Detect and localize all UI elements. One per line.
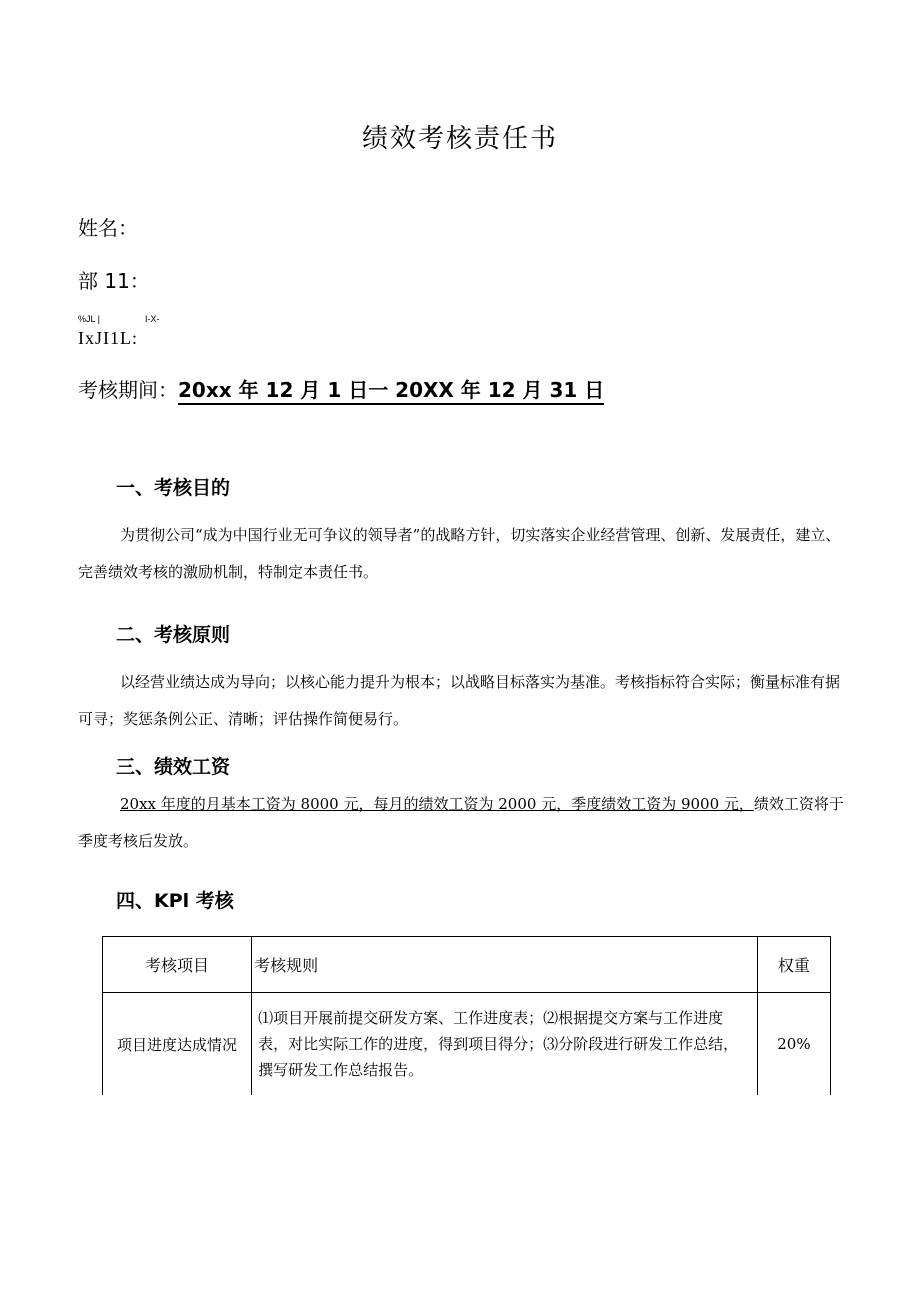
kpi-table-header-row xyxy=(103,937,831,993)
table-row xyxy=(103,993,831,1096)
kpi-table xyxy=(102,936,831,1095)
assessment-period xyxy=(78,374,604,403)
section-body-salary xyxy=(78,786,848,860)
kpi-header-item: 考核项目 xyxy=(103,937,252,993)
salary-paragraph xyxy=(78,786,848,860)
section-body-principles xyxy=(78,664,848,738)
salary-rest-text: 绩效工资将于季度考核后发放。 xyxy=(78,795,844,850)
section-heading-kpi: 四、KPl 考核 xyxy=(116,890,234,912)
garbled-text-small-2: I-X- xyxy=(145,314,160,324)
section-heading-purpose: 一、考核目的 xyxy=(116,477,231,499)
document-title: 绩效考核责任书 xyxy=(361,124,558,154)
garbled-text-line: IxJI1L: xyxy=(78,328,138,348)
principles-paragraph: 以经营业绩达成为导向；以核心能力提升为根本；以战略目标落实为基准。考核指标符合实际；衡量标准有据可寻；奖惩条例公正、清晰；评估操作简便易行。 xyxy=(78,673,841,728)
kpi-cell-weight: 20% xyxy=(757,993,830,1096)
name-label: 姓名： xyxy=(78,216,138,240)
kpi-header-rule: 考核规则 xyxy=(252,937,758,993)
department-label: 部 11： xyxy=(78,269,150,293)
section-heading-salary: 三、绩效工资 xyxy=(116,756,231,778)
section-body-purpose xyxy=(78,517,848,591)
section-heading-principles: 二、考核原则 xyxy=(116,624,231,646)
kpi-cell-item: 项目进度达成情况 xyxy=(103,993,252,1096)
kpi-cell-rule: ⑴项目开展前提交研发方案、工作进度表；⑵根据提交方案与工作进度表，对比实际工作的进度，得到项目得分；⑶分阶段进行研发工作总结，撰写研发工作总结报告。 xyxy=(252,993,758,1096)
period-value: 20xx 年 12 月 1 日一 20XX 年 12 月 31 日 xyxy=(178,378,604,405)
purpose-paragraph: 为贯彻公司“成为中国行业无可争议的领导者”的战略方针，切实落实企业经营管理、创新、发展责任，建立、完善绩效考核的激励机制，特制定本责任书。 xyxy=(78,526,841,581)
salary-underlined-text: 20xx 年度的月基本工资为 8000 元，每月的绩效工资为 2000 元，季度绩效工资为 9000 元， xyxy=(120,795,754,813)
kpi-header-weight: 权重 xyxy=(757,937,830,993)
garbled-text-small-1: %JL | xyxy=(78,314,101,324)
period-label: 考核期间： xyxy=(78,378,178,402)
